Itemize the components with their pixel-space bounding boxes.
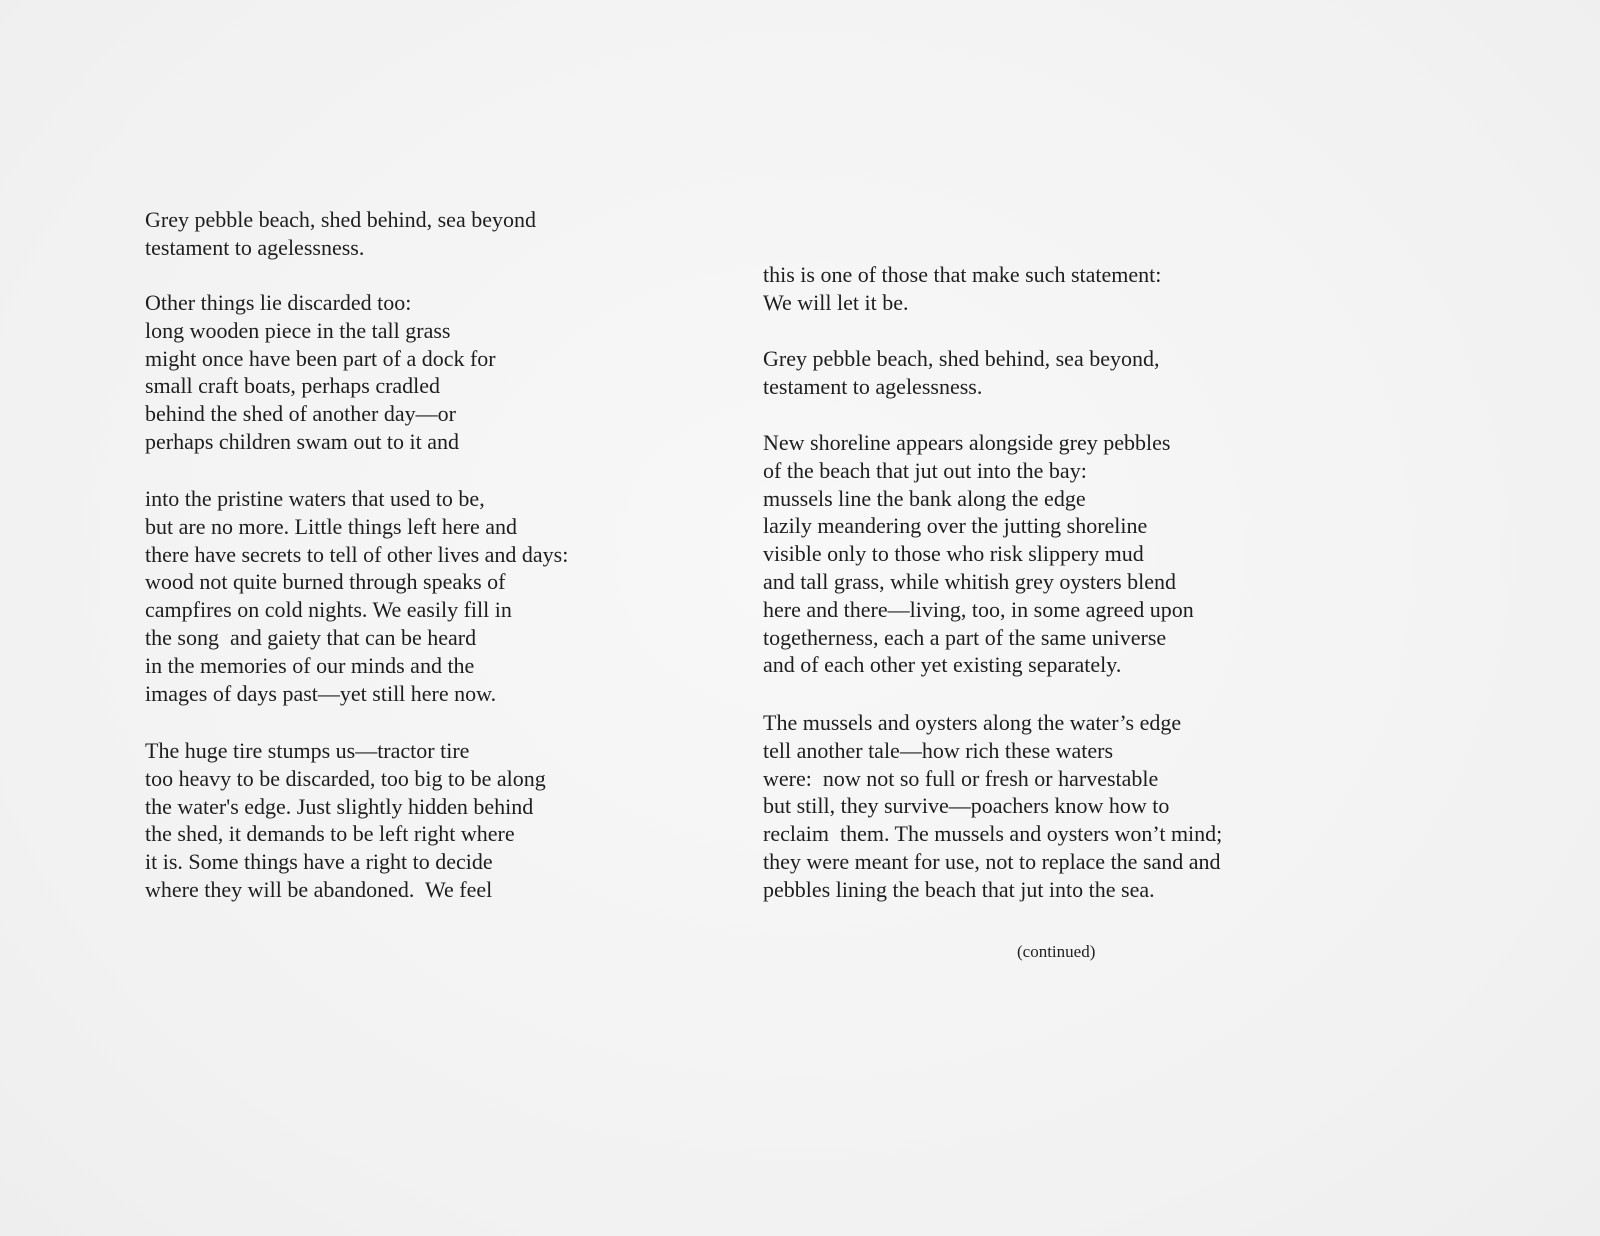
poem-line: they were meant for use, not to replace the sand and bbox=[763, 848, 1221, 874]
poem-line: into the pristine waters that used to be, bbox=[145, 486, 485, 511]
poem-line: of the beach that jut out into the bay: bbox=[763, 457, 1087, 483]
poem-line: images of days past—yet still here now. bbox=[145, 680, 497, 706]
poem-line: The huge tire stumps us—tractor tire bbox=[145, 738, 470, 763]
poem-line: perhaps children swam out to it and bbox=[145, 428, 460, 454]
poem-line: testament to agelessness. bbox=[763, 373, 983, 399]
stanza bbox=[763, 429, 1194, 679]
poem-line: but are no more. Little things left here and bbox=[145, 513, 518, 539]
poem-line: We will let it be. bbox=[763, 289, 909, 315]
poem-line: the water's edge. Just slightly hidden behind bbox=[145, 793, 534, 819]
stanza bbox=[763, 709, 1222, 904]
poem-line: togetherness, each a part of the same universe bbox=[763, 624, 1167, 650]
poem-line: Other things lie discarded too: bbox=[145, 290, 412, 315]
poem-line: Grey pebble beach, shed behind, sea beyond, bbox=[763, 346, 1160, 371]
poem-line: the song and gaiety that can be heard bbox=[145, 624, 477, 650]
poem-line: testament to agelessness. bbox=[145, 234, 365, 260]
poem-line: mussels line the bank along the edge bbox=[763, 485, 1086, 511]
poem-line: reclaim them. The mussels and oysters won’t mind; bbox=[763, 821, 1223, 847]
poem-line: tell another tale—how rich these waters bbox=[763, 737, 1114, 763]
poem-line: might once have been part of a dock for bbox=[145, 345, 496, 371]
stanza bbox=[145, 737, 546, 904]
poem-line: visible only to those who risk slippery mud bbox=[763, 541, 1144, 567]
poem-line: and of each other yet existing separately. bbox=[763, 652, 1122, 678]
stanza bbox=[145, 289, 496, 456]
poem-line: here and there—living, too, in some agreed upon bbox=[763, 596, 1194, 622]
poem-line: in the memories of our minds and the bbox=[145, 652, 475, 678]
poem-line: too heavy to be discarded, too big to be along bbox=[145, 765, 546, 791]
poem-line: this is one of those that make such statement: bbox=[763, 262, 1162, 287]
poem-line: campfires on cold nights. We easily fill in bbox=[145, 597, 512, 623]
continued-note: (continued) bbox=[1017, 942, 1096, 961]
poem-line: but still, they survive—poachers know how to bbox=[763, 793, 1170, 819]
poem-line: The mussels and oysters along the water’s edge bbox=[763, 710, 1182, 735]
poem-line: there have secrets to tell of other lives and days: bbox=[145, 541, 569, 567]
poem-line: small craft boats, perhaps cradled bbox=[145, 373, 441, 399]
poem-line: long wooden piece in the tall grass bbox=[145, 317, 451, 343]
poem-line: New shoreline appears alongside grey pebbles bbox=[763, 430, 1171, 455]
poem-line: where they will be abandoned. We feel bbox=[145, 876, 493, 902]
stanza bbox=[145, 206, 536, 262]
poem-line: were: now not so full or fresh or harvestable bbox=[763, 765, 1159, 791]
poem-line: behind the shed of another day—or bbox=[145, 401, 456, 427]
poem-line: lazily meandering over the jutting shoreline bbox=[763, 513, 1148, 539]
poem-line: and tall grass, while whitish grey oysters blend bbox=[763, 568, 1177, 594]
stanza bbox=[145, 485, 568, 707]
poem-line: the shed, it demands to be left right where bbox=[145, 821, 515, 847]
poem-line: it is. Some things have a right to decide bbox=[145, 849, 493, 875]
stanza bbox=[763, 345, 1159, 401]
poem-line: Grey pebble beach, shed behind, sea beyond bbox=[145, 207, 536, 232]
stanza bbox=[763, 261, 1161, 317]
poem-line: pebbles lining the beach that jut into the sea. bbox=[763, 876, 1155, 902]
poem-line: wood not quite burned through speaks of bbox=[145, 569, 506, 595]
